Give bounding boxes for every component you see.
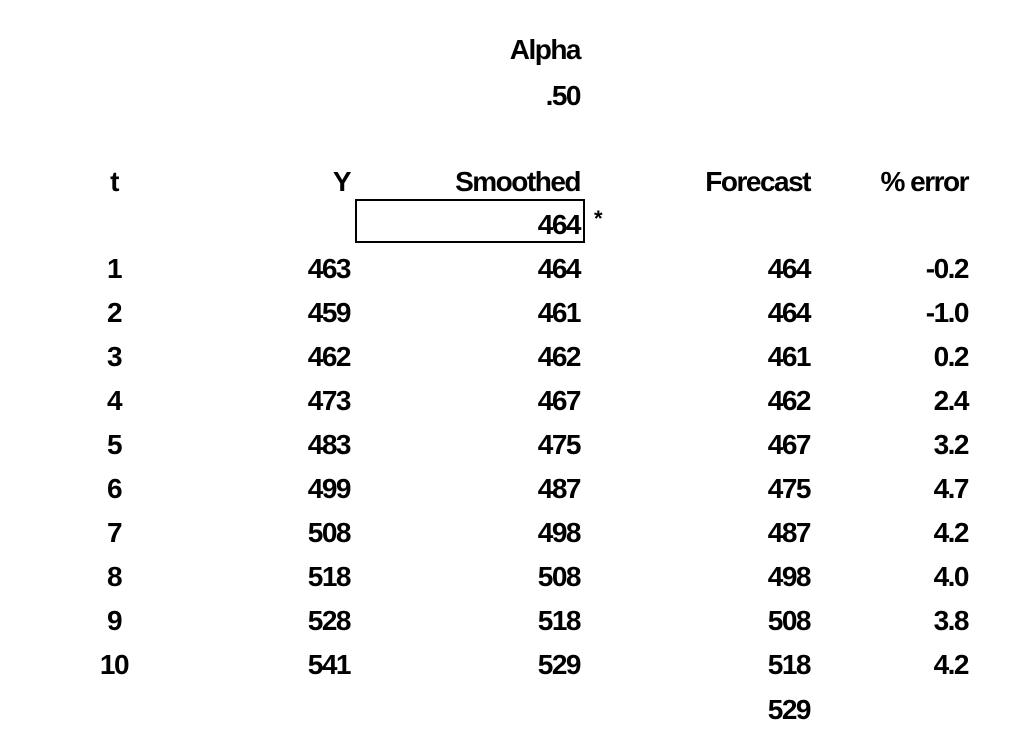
cell-error[interactable]: 3.2: [933, 429, 968, 460]
cell-forecast[interactable]: 461: [767, 341, 810, 372]
cell-forecast[interactable]: 467: [767, 429, 810, 460]
cell-smoothed[interactable]: 498: [537, 517, 580, 548]
cell-forecast[interactable]: 508: [767, 605, 810, 636]
cell-smoothed[interactable]: 518: [537, 605, 580, 636]
alpha-value: .50: [545, 80, 580, 111]
cell-y[interactable]: 541: [307, 649, 350, 680]
header-smoothed: Smoothed: [455, 166, 580, 197]
cell-smoothed[interactable]: 464: [537, 253, 580, 284]
cell-forecast[interactable]: 518: [767, 649, 810, 680]
cell-y[interactable]: 528: [307, 605, 350, 636]
cell-error[interactable]: 4.7: [933, 473, 968, 504]
cell-y[interactable]: 473: [307, 385, 350, 416]
cell-y[interactable]: 483: [307, 429, 350, 460]
cell-t[interactable]: 2: [106, 297, 122, 328]
cell-forecast[interactable]: 462: [767, 385, 810, 416]
cell-t[interactable]: 6: [106, 473, 122, 504]
cell-error[interactable]: 4.0: [933, 561, 968, 592]
cell-t[interactable]: 3: [106, 341, 122, 372]
cell-forecast[interactable]: 475: [767, 473, 810, 504]
cell-y[interactable]: 462: [307, 341, 350, 372]
cell-forecast[interactable]: 487: [767, 517, 810, 548]
cell-smoothed[interactable]: 487: [537, 473, 580, 504]
alpha-label: Alpha: [509, 34, 580, 65]
cell-smoothed[interactable]: 461: [537, 297, 580, 328]
cell-forecast[interactable]: 498: [767, 561, 810, 592]
cell-t[interactable]: 9: [106, 605, 122, 636]
cell-y[interactable]: 508: [307, 517, 350, 548]
cell-error[interactable]: 4.2: [933, 517, 968, 548]
cell-smoothed[interactable]: 508: [537, 561, 580, 592]
cell-t[interactable]: 5: [106, 429, 122, 460]
cell-y[interactable]: 463: [307, 253, 350, 284]
initial-marker: *: [594, 206, 602, 231]
header-y: Y: [332, 166, 350, 197]
cell-error[interactable]: 4.2: [933, 649, 968, 680]
cell-smoothed[interactable]: 462: [537, 341, 580, 372]
cell-y[interactable]: 459: [307, 297, 350, 328]
cell-forecast[interactable]: 464: [767, 297, 810, 328]
cell-error[interactable]: -1.0: [925, 297, 968, 328]
cell-y[interactable]: 499: [307, 473, 350, 504]
cell-error[interactable]: 0.2: [933, 341, 968, 372]
header-forecast: Forecast: [705, 166, 810, 197]
final-forecast: 529: [767, 694, 810, 725]
cell-smoothed[interactable]: 529: [537, 649, 580, 680]
cell-t[interactable]: 7: [106, 517, 122, 548]
header-t: t: [110, 166, 118, 197]
header-error: % error: [880, 166, 968, 197]
cell-error[interactable]: -0.2: [925, 253, 968, 284]
cell-y[interactable]: 518: [307, 561, 350, 592]
cell-smoothed[interactable]: 467: [537, 385, 580, 416]
cell-smoothed[interactable]: 475: [537, 429, 580, 460]
initial-smoothed-value: 464: [537, 209, 580, 240]
cell-t[interactable]: 1: [106, 253, 122, 284]
cell-error[interactable]: 2.4: [933, 385, 968, 416]
cell-t[interactable]: 4: [106, 385, 122, 416]
cell-forecast[interactable]: 464: [767, 253, 810, 284]
cell-t[interactable]: 10: [99, 649, 129, 680]
cell-t[interactable]: 8: [106, 561, 122, 592]
cell-error[interactable]: 3.8: [933, 605, 968, 636]
